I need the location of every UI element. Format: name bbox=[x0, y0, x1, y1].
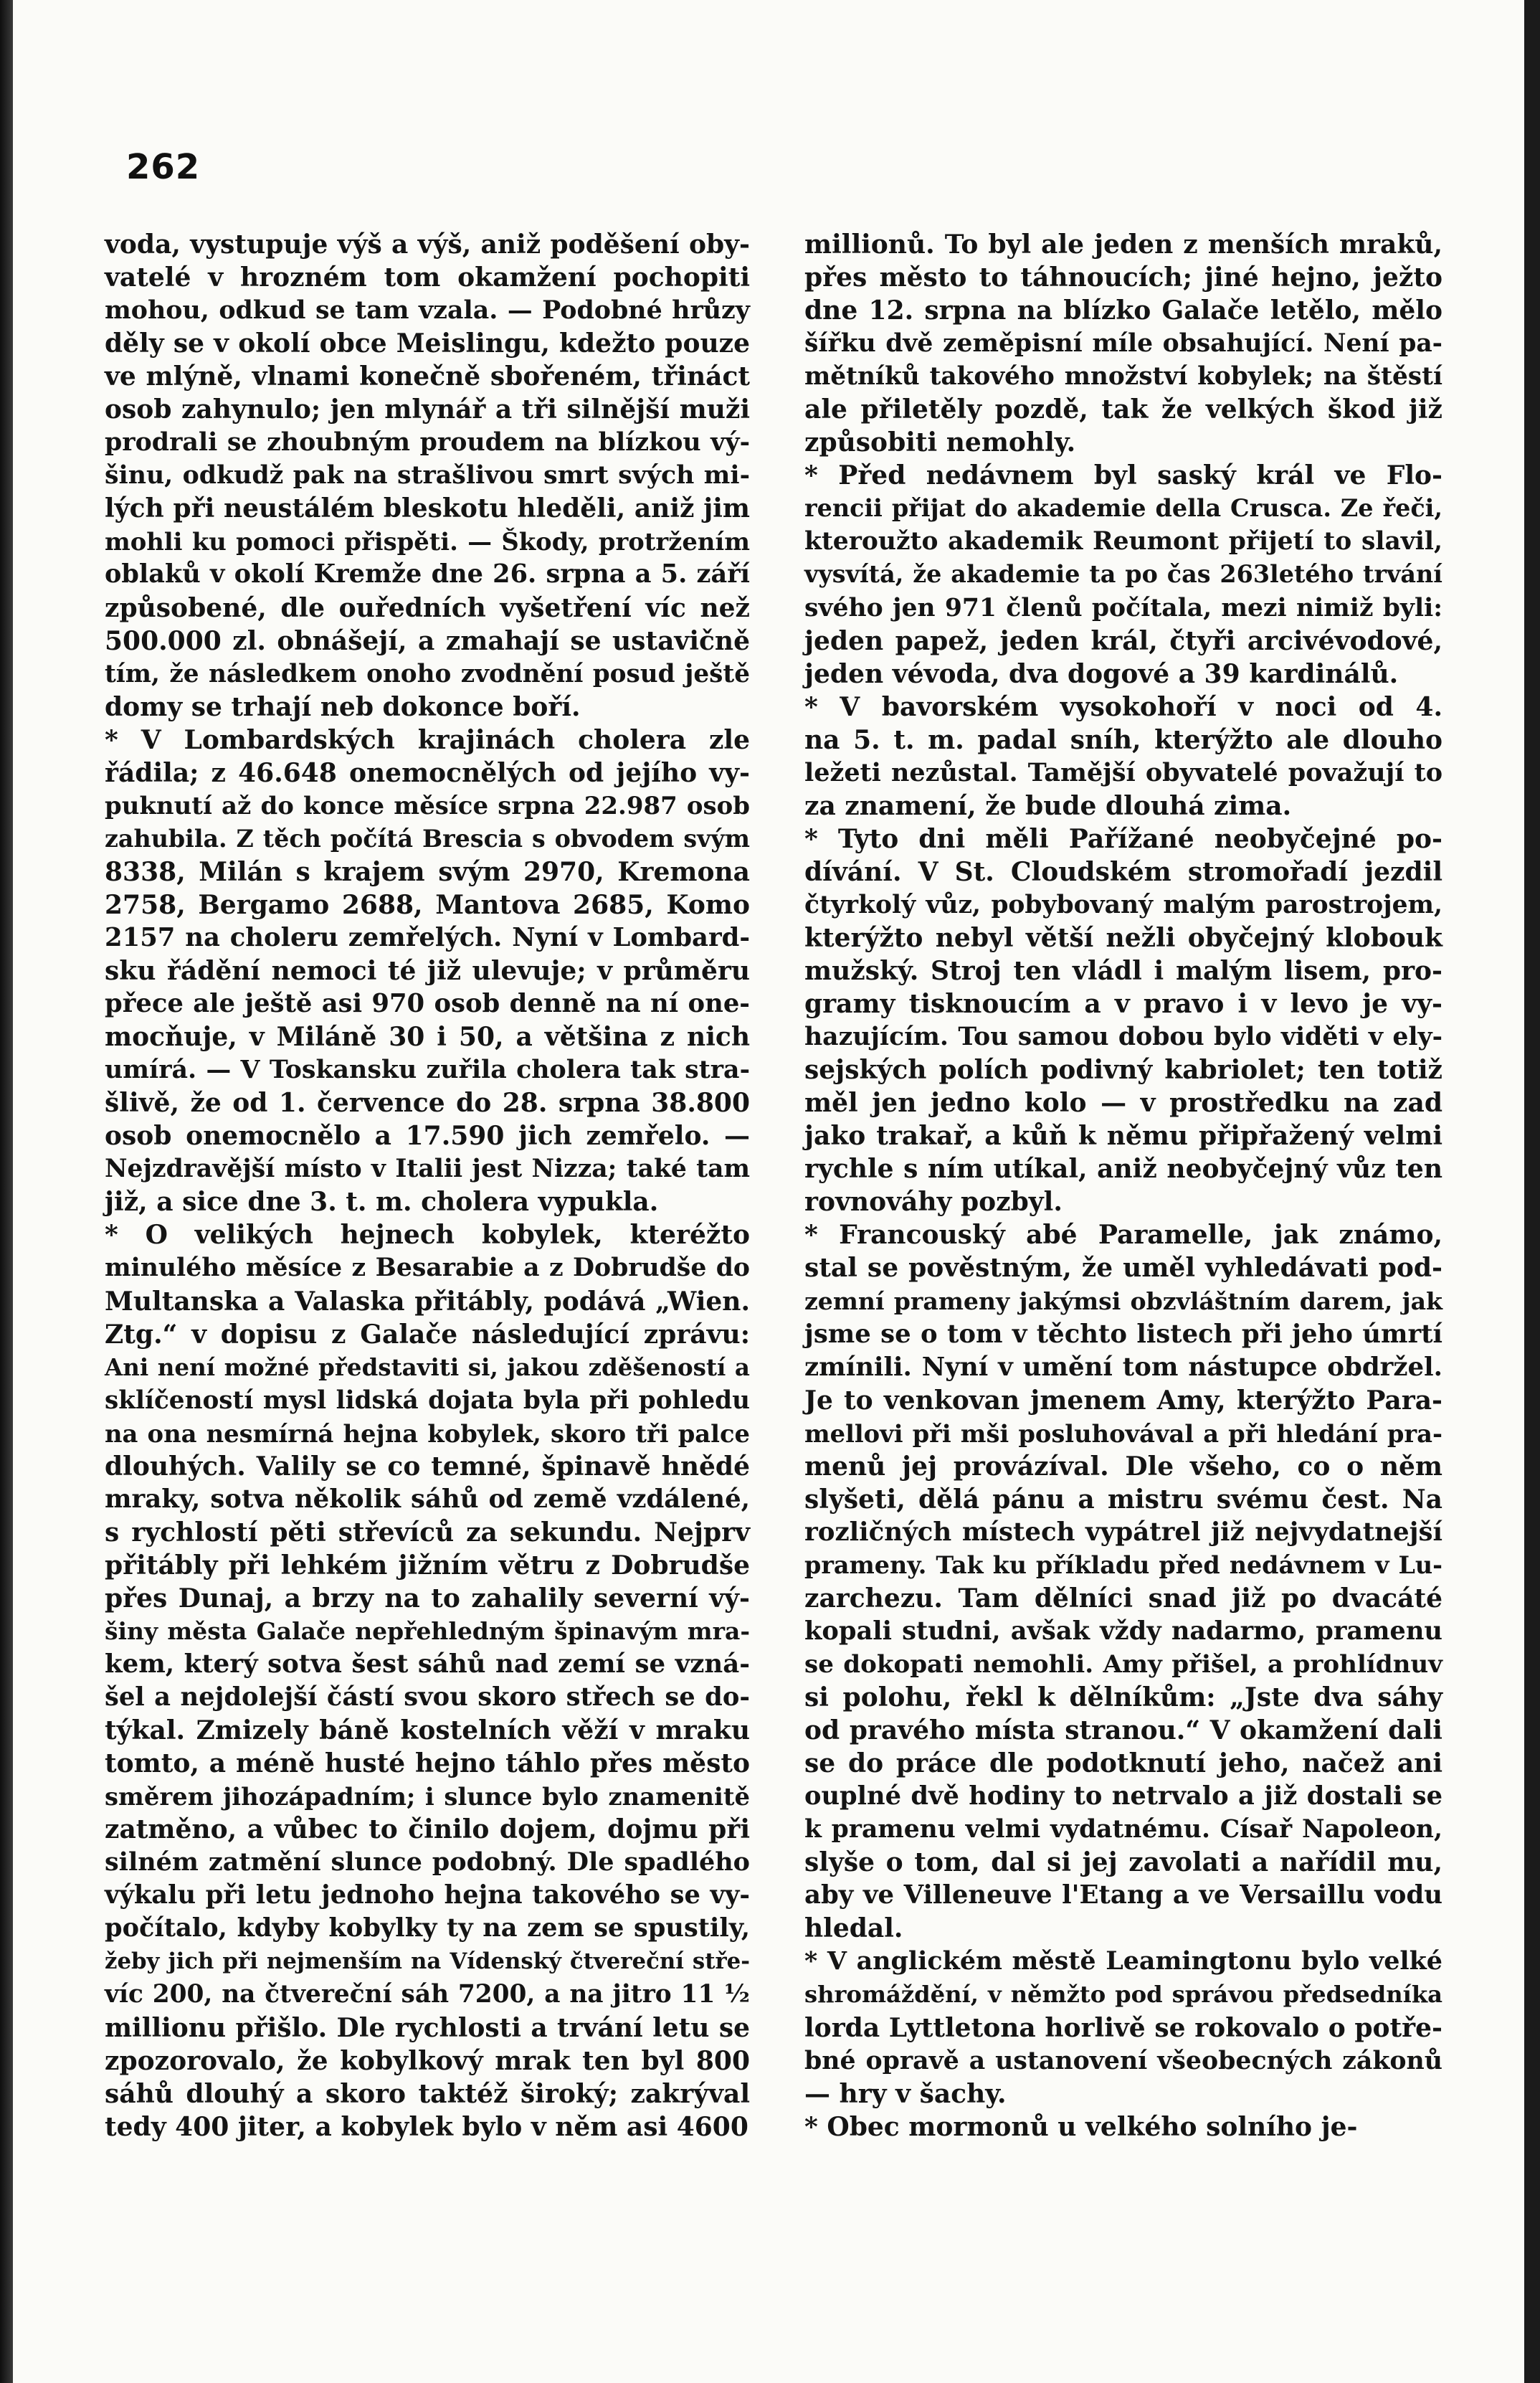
text-line: týkal. Zmizely báně kostelních věží v mraku bbox=[105, 1715, 750, 1746]
text-line: s rychlostí pěti střevíců za sekundu. Nejprv bbox=[105, 1517, 750, 1548]
text-line: kterýžto nebyl větší nežli obyčejný klobouk bbox=[804, 922, 1442, 953]
text-line: tomto, a méně husté hejno táhlo přes město bbox=[105, 1748, 750, 1779]
text-line: svého jen 971 členů počítala, mezi nimiž byli: bbox=[804, 593, 1442, 622]
text-line: prodrali se zhoubným proudem na blízkou vý- bbox=[105, 427, 750, 458]
text-line: přes město to táhnoucích; jiné hejno, ježto bbox=[804, 262, 1442, 293]
text-line: výkalu při letu jednoho hejna takového se vy- bbox=[105, 1880, 750, 1910]
text-line: od pravého místa stranou.“ V okamžení dali bbox=[804, 1715, 1442, 1746]
text-line: si polohu, řekl k dělníkům: „Jste dva sáhy bbox=[804, 1682, 1442, 1713]
text-line: počítalo, kdyby kobylky ty na zem se spustily, bbox=[105, 1913, 750, 1943]
text-line: zmínili. Nyní v umění tom nástupce obdržel. bbox=[804, 1352, 1442, 1382]
text-line: silném zatmění slunce podobný. Dle spadlého bbox=[105, 1847, 750, 1877]
text-line: hledal. bbox=[804, 1913, 903, 1944]
text-line: šel a nejdolejší částí svou skoro střech se do- bbox=[105, 1682, 750, 1712]
text-line: jsme se o tom v těchto listech při jeho úmrtí bbox=[804, 1319, 1442, 1349]
text-line: * V bavorském vysokohoří v noci od 4. bbox=[804, 691, 1442, 722]
text-line: 8338, Milán s krajem svým 2970, Kremona bbox=[105, 856, 750, 887]
text-line: kteroužto akademik Reumont přijetí to slavil, bbox=[804, 527, 1442, 556]
text-line: jeden papež, jeden král, čtyři arcivévodové, bbox=[804, 625, 1442, 656]
text-line: slyše o tom, dal si jej zavolati a nařídil mu, bbox=[804, 1847, 1442, 1878]
page-number: 262 bbox=[126, 147, 201, 187]
text-line: zahubila. Z těch počítá Brescia s obvodem svým bbox=[105, 824, 750, 853]
text-line: rychle s ním utíkal, aniž neobyčejný vůz ten bbox=[804, 1154, 1442, 1185]
text-line: čtyrkolý vůz, pobybovaný malým parostrojem, bbox=[804, 890, 1442, 919]
text-line: mraky, sotva několik sáhů od země vzdálené, bbox=[105, 1484, 750, 1514]
text-line: 2758, Bergamo 2688, Mantova 2685, Komo bbox=[105, 889, 750, 920]
newspaper-page bbox=[13, 0, 1524, 2383]
text-line: ve mlýně, vlnami konečně sbořeném, třináct bbox=[105, 361, 750, 392]
article-paragraph bbox=[804, 1945, 1442, 2110]
text-line: vatelé v hrozném tom okamžení pochopiti bbox=[105, 262, 750, 293]
text-line: sáhů dlouhý a skoro taktéž široký; zakrýval bbox=[105, 2078, 750, 2109]
text-line: * Před nedávnem byl saský král ve Flo- bbox=[804, 460, 1442, 491]
text-line: šlivě, že od 1. července do 28. srpna 38.800 bbox=[105, 1088, 750, 1119]
right-column bbox=[804, 228, 1442, 2143]
text-line: dne 12. srpna na blízko Galače letělo, mělo bbox=[804, 295, 1442, 326]
text-line: zarchezu. Tam dělníci snad již po dvacáté bbox=[804, 1583, 1442, 1614]
text-line: žeby jich při nejmenším na Vídenský čtvereční stře- bbox=[105, 1948, 750, 1975]
text-line: voda, vystupuje výš a výš, aniž poděšení oby- bbox=[105, 229, 750, 260]
text-line: k pramenu velmi vydatnému. Císař Napoleon, bbox=[804, 1815, 1442, 1844]
text-line: * Obec mormonů u velkého solního je- bbox=[804, 2111, 1358, 2142]
text-line: Multanska a Valaska přitábly, podává „Wien. bbox=[105, 1286, 750, 1317]
text-line: jeden vévoda, dva dogové a 39 kardinálů. bbox=[804, 658, 1399, 689]
text-line: šířku dvě zeměpisní míle obsahující. Není pa- bbox=[804, 329, 1442, 359]
text-line: menů jej provázíval. Dle všeho, co o něm bbox=[804, 1451, 1442, 1482]
article-paragraph bbox=[105, 228, 750, 724]
article-paragraph bbox=[105, 1218, 750, 2143]
text-line: tím, že následkem onoho zvodnění posud ještě bbox=[105, 659, 750, 688]
text-line: millionu přišlo. Dle rychlosti a trvání letu se bbox=[105, 2012, 750, 2043]
text-line: Je to venkovan jmenem Amy, kterýžto Para- bbox=[804, 1385, 1442, 1416]
article-paragraph bbox=[804, 459, 1442, 690]
text-line: domy se trhají neb dokonce boří. bbox=[105, 691, 581, 722]
text-line: lorda Lyttletona horlivě se rokovalo o potře- bbox=[804, 2012, 1442, 2043]
text-line: puknutí až do konce měsíce srpna 22.987 osob bbox=[105, 791, 750, 820]
text-line: osob onemocnělo a 17.590 jich zemřelo. — bbox=[105, 1121, 750, 1152]
text-line: směrem jihozápadním; i slunce bylo znamenitě bbox=[105, 1782, 750, 1811]
text-line: víc 200, na čtvereční sáh 7200, a na jitro 11 ½ bbox=[105, 1980, 750, 2009]
text-line: 500.000 zl. obnášejí, a zmahají se ustavičně bbox=[105, 625, 750, 656]
text-line: 2157 na choleru zemřelých. Nyní v Lombard- bbox=[105, 922, 750, 952]
text-line: zatměno, a vůbec to činilo dojem, dojmu při bbox=[105, 1814, 750, 1845]
text-line: sku řádění nemoci té již ulevuje; v průměru bbox=[105, 956, 750, 987]
text-line: již, a sice dne 3. t. m. cholera vypukla. bbox=[105, 1187, 659, 1218]
article-paragraph bbox=[804, 228, 1442, 459]
text-line: * V Lombardských krajinách cholera zle bbox=[105, 724, 750, 755]
text-line: šiny města Galače nepřehledným špinavým mra- bbox=[105, 1616, 750, 1645]
text-line: rencii přijat do akademie della Crusca. Ze řeči, bbox=[804, 494, 1442, 523]
text-line: slyšeti, dělá pánu a mistru svému čest. Na bbox=[804, 1484, 1442, 1515]
text-line: osob zahynulo; jen mlynář a tři silnější muži bbox=[105, 394, 750, 425]
text-line: Ztg.“ v dopisu z Galače následující zprávu: bbox=[105, 1319, 750, 1350]
text-line: dívání. V St. Cloudském stromořadí jezdil bbox=[804, 856, 1442, 887]
text-line: * Francouský abé Paramelle, jak známo, bbox=[804, 1220, 1442, 1251]
text-line: minulého měsíce z Besarabie a z Dobrudše do bbox=[105, 1254, 750, 1283]
text-line: na 5. t. m. padal sníh, kterýžto ale dlouho bbox=[804, 724, 1442, 755]
text-line: kopali studni, avšak vždy nadarmo, pramenu bbox=[804, 1616, 1442, 1646]
text-line: řádila; z 46.648 onemocnělých od jejího vy- bbox=[105, 757, 750, 788]
text-line: gramy tisknoucím a v pravo i v levo je vy- bbox=[804, 989, 1442, 1020]
text-line: sejských polích podivný kabriolet; ten totiž bbox=[804, 1055, 1442, 1086]
article-paragraph bbox=[804, 691, 1442, 823]
text-line: se do práce dle podotknutí jeho, načež ani bbox=[804, 1748, 1442, 1779]
text-line: lých při neustálém bleskotu hleděli, aniž jim bbox=[105, 493, 750, 524]
text-line: Nejzdravější místo v Italii jest Nizza; také tam bbox=[105, 1155, 750, 1184]
text-line: způsobené, dle ouředních vyšetření víc než bbox=[105, 592, 750, 623]
text-line: shromáždění, v němžto pod správou předsedníka bbox=[804, 1981, 1442, 2009]
article-paragraph bbox=[804, 823, 1442, 1219]
text-line: přece ale ještě asi 970 osob denně na ní one- bbox=[105, 989, 750, 1019]
text-line: umírá. — V Toskansku zuřila cholera tak stra- bbox=[105, 1055, 750, 1085]
article-paragraph bbox=[804, 2110, 1442, 2143]
text-line: * Tyto dni měli Pařížané neobyčejné po- bbox=[804, 823, 1442, 854]
text-line: za znamení, že bude dlouhá zima. bbox=[804, 790, 1292, 821]
text-line: ležeti nezůstal. Tamější obyvatelé považují to bbox=[804, 757, 1442, 787]
text-line: zemní prameny jakýmsi obzvláštním darem, jak bbox=[804, 1287, 1442, 1315]
text-line: zpozorovalo, že kobylkový mrak ten byl 800 bbox=[105, 2045, 750, 2076]
text-line: prameny. Tak ku příkladu před nedávnem v Lu- bbox=[804, 1550, 1442, 1579]
text-line: jako trakař, a kůň k němu připřažený velmi bbox=[804, 1121, 1442, 1152]
text-line: mocňuje, v Miláně 30 i 50, a většina z nich bbox=[105, 1022, 750, 1053]
text-line: mužský. Stroj ten vládl i malým lisem, pro- bbox=[804, 956, 1442, 987]
text-line: šinu, odkudž pak na strašlivou smrt svých mi- bbox=[105, 460, 750, 491]
left-column bbox=[105, 228, 750, 2143]
article-paragraph bbox=[105, 724, 750, 1219]
text-line: ouplné dvě hodiny to netrvalo a již dostali se bbox=[804, 1781, 1442, 1811]
text-line: * V anglickém městě Leamingtonu bylo velké bbox=[804, 1946, 1442, 1976]
text-line: přes Dunaj, a brzy na to zahalily severní vý- bbox=[105, 1583, 750, 1614]
text-line: přitábly při lehkém jižním větru z Dobrudše bbox=[105, 1550, 750, 1581]
text-line: mohli ku pomoci přispěti. — Škody, protržením bbox=[105, 527, 750, 556]
text-line: způsobiti nemohly. bbox=[804, 427, 1076, 458]
text-line: měl jen jedno kolo — v prostředku na zad bbox=[804, 1088, 1442, 1119]
text-line: vysvítá, že akademie ta po čas 263letého trvání bbox=[804, 560, 1442, 589]
text-line: * O velikých hejnech kobylek, kteréžto bbox=[105, 1220, 750, 1251]
text-line: sklíčeností mysl lidská dojata byla při pohledu bbox=[105, 1385, 750, 1415]
text-line: millionů. To byl ale jeden z menších mraků, bbox=[804, 229, 1442, 260]
text-line: bné opravě a ustanovení všeobecných zákonů bbox=[804, 2045, 1442, 2075]
text-line: rovnováhy pozbyl. bbox=[804, 1187, 1063, 1218]
text-line: Ani není možné představiti si, jakou zděšeností a bbox=[105, 1352, 750, 1381]
text-line: na ona nesmírná hejna kobylek, skoro tři palce bbox=[105, 1418, 750, 1448]
text-line: kem, který sotva šest sáhů nad zemí se vzná- bbox=[105, 1649, 750, 1680]
text-line: rozličných místech vypátrel již nejvydatnejší bbox=[804, 1517, 1442, 1547]
text-line: mellovi při mši posluhovával a při hledání pra- bbox=[804, 1418, 1442, 1448]
article-paragraph bbox=[804, 1218, 1442, 1945]
text-line: aby ve Villeneuve l'Etang a ve Versaillu vodu bbox=[804, 1880, 1442, 1910]
text-line: ale přiletěly pozdě, tak že velkých škod již bbox=[804, 394, 1442, 425]
text-line: oblaků v okolí Kremže dne 26. srpna a 5. září bbox=[105, 559, 750, 589]
text-line: se dokopati nemohli. Amy přišel, a prohlídnuv bbox=[804, 1650, 1442, 1680]
text-line: stal se pověstným, že uměl vyhledávati pod- bbox=[804, 1253, 1442, 1284]
text-line: mětníků takového množství kobylek; na štěstí bbox=[804, 362, 1442, 392]
text-line: dlouhých. Valily se co temné, špinavě hnědé bbox=[105, 1451, 750, 1482]
text-line: děly se v okolí obce Meislingu, kdežto pouze bbox=[105, 328, 750, 359]
text-line: — hry v šachy. bbox=[804, 2078, 1007, 2109]
text-line: hazujícím. Tou samou dobou bylo viděti v ely- bbox=[804, 1022, 1442, 1052]
text-line: tedy 400 jiter, a kobylek bylo v něm asi 4600 bbox=[105, 2111, 748, 2142]
text-line: mohou, odkud se tam vzala. — Podobné hrůzy bbox=[105, 295, 750, 326]
